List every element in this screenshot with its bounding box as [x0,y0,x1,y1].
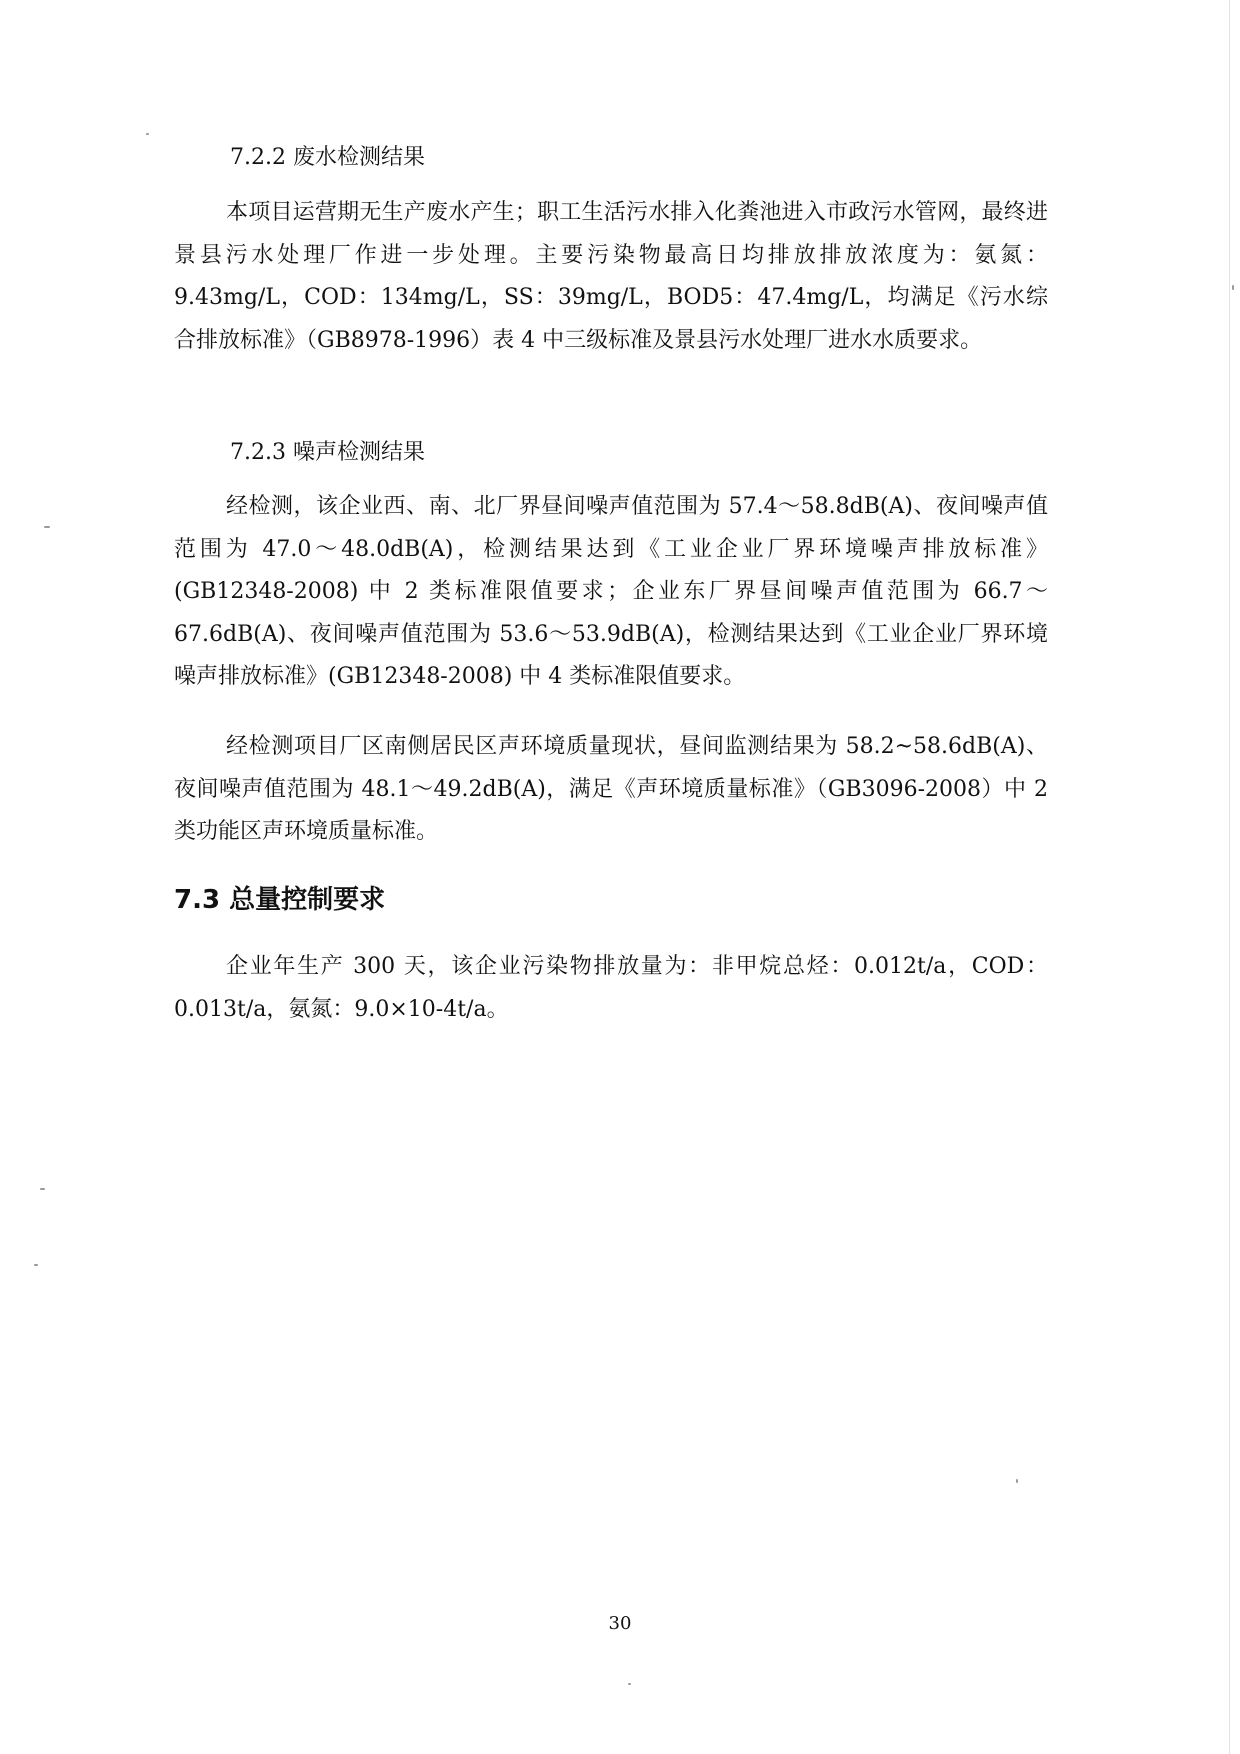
wastewater-heading: 7.2.2 废水检测结果 [230,145,425,170]
scan-speck [146,133,149,135]
page-number: 30 [608,1613,632,1634]
scan-speck [44,526,50,528]
total-control-heading: 7.3 总量控制要求 [174,885,386,915]
noise-paragraph-boundary: 经检测，该企业西、南、北厂界昼间噪声值范围为 57.4～58.8dB(A)、夜间噪声值范围为 47.0～48.0dB(A)，检测结果达到《工业企业厂界环境噪声排放标准》(GB12348-2008) 中 2 类标准限值要求；企业东厂界昼间噪声值范围为 66.7～67.6dB(A)、夜间噪声值范围为 53.6～53.9dB(A)，检测结果达到《工业企业厂界环境噪声排放标准》(GB12348-2008) 中 4 类标准限值要求。 [174,494,1048,689]
scan-speck [34,1264,38,1266]
scan-speck [40,1188,45,1190]
wastewater-paragraph: 本项目运营期无生产废水产生；职工生活污水排入化粪池进入市政污水管网，最终进景县污水处理厂作进一步处理。主要污染物最高日均排放排放浓度为：氨氮：9.43mg/L，COD：134mg/L，SS：39mg/L，BOD5：47.4mg/L，均满足《污水综合排放标准》（GB8978-1996）表 4 中三级标准及景县污水处理厂进水水质要求。 [174,200,1048,353]
scan-speck [1016,1479,1018,1483]
noise-paragraph-residential: 经检测项目厂区南侧居民区声环境质量现状，昼间监测结果为 58.2~58.6dB(A)、夜间噪声值范围为 48.1～49.2dB(A)，满足《声环境质量标准》（GB3096-2008）中 2 类功能区声环境质量标准。 [174,734,1048,844]
noise-heading: 7.2.3 噪声检测结果 [230,440,425,465]
total-control-paragraph: 企业年生产 300 天，该企业污染物排放量为：非甲烷总烃：0.012t/a，COD：0.013t/a，氨氮：9.0×10-4t/a。 [174,954,1048,1022]
scan-edge-line [1229,0,1230,1754]
scan-speck [1232,285,1234,290]
scan-speck [628,1683,631,1685]
